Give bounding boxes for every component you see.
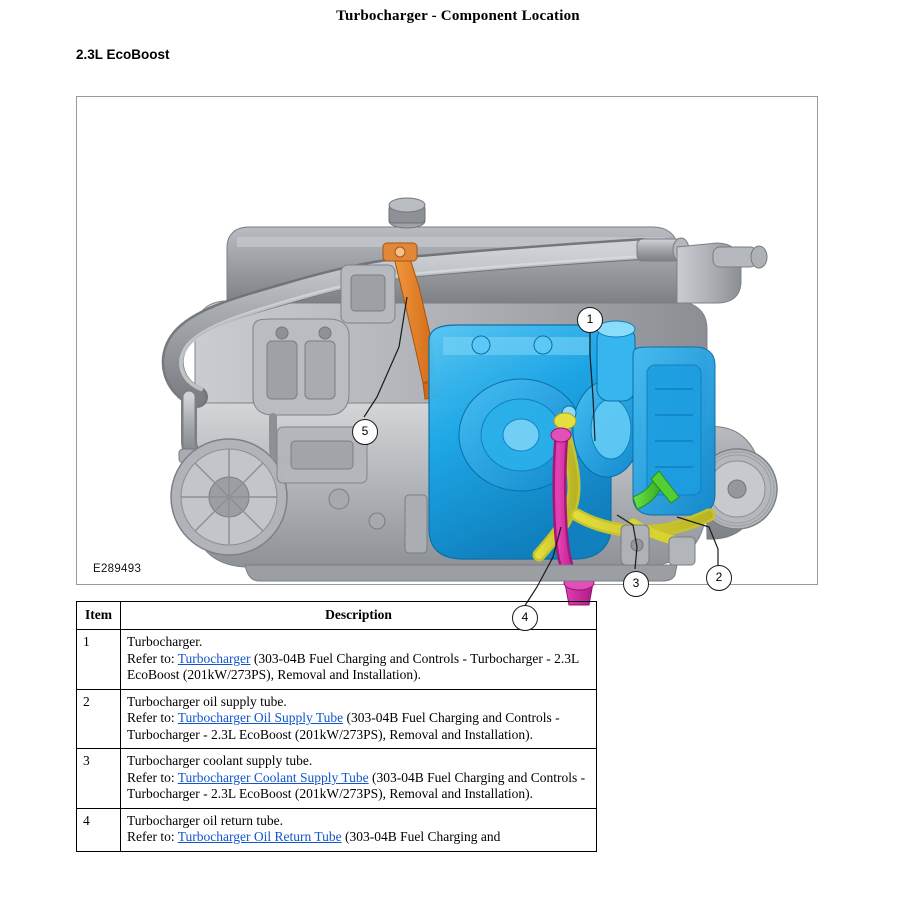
component-name: Turbocharger oil return tube. xyxy=(127,812,283,828)
column-header-item: Item xyxy=(77,602,121,630)
figure-callout-4: 4 xyxy=(512,605,538,631)
table-row xyxy=(77,808,597,851)
component-name: Turbocharger coolant supply tube. xyxy=(127,753,313,769)
procedure-link[interactable]: Turbocharger Coolant Supply Tube xyxy=(177,769,369,785)
figure-id-label: E289493 xyxy=(93,563,142,575)
item-number: 1 xyxy=(77,630,121,689)
reference-tail: (303-04B Fuel Charging and Controls - Turbocharger - 2.3L EcoBoost (201kW/273PS), Removal and Installation). xyxy=(127,769,586,802)
table-row xyxy=(77,630,597,689)
item-number: 3 xyxy=(77,749,121,808)
item-description xyxy=(121,808,597,851)
component-table xyxy=(76,601,596,852)
figure-callout-5: 5 xyxy=(352,419,378,445)
page-title: Turbocharger - Component Location xyxy=(336,8,580,24)
figure-callout-3: 3 xyxy=(623,571,649,597)
figure-callout-1: 1 xyxy=(577,307,603,333)
figure-callout-2: 2 xyxy=(706,565,732,591)
reference-tail: (303-04B Fuel Charging and xyxy=(341,829,501,845)
refer-prefix: Refer to: xyxy=(127,829,178,845)
reference-tail: (303-04B Fuel Charging and Controls - Turbocharger - 2.3L EcoBoost (201kW/273PS), Removal and Installation). xyxy=(127,650,579,683)
table-row xyxy=(77,689,597,748)
item-number: 4 xyxy=(77,808,121,851)
engine-illustration xyxy=(77,97,817,584)
table-row xyxy=(77,749,597,808)
item-description xyxy=(121,689,597,748)
procedure-link[interactable]: Turbocharger Oil Return Tube xyxy=(177,829,342,845)
refer-prefix: Refer to: xyxy=(127,650,178,666)
item-number: 2 xyxy=(77,689,121,748)
refer-prefix: Refer to: xyxy=(127,769,178,785)
procedure-link[interactable]: Turbocharger xyxy=(177,650,251,666)
item-description xyxy=(121,630,597,689)
component-name: Turbocharger. xyxy=(127,634,203,650)
refer-prefix: Refer to: xyxy=(127,710,178,726)
engine-variant-heading: 2.3L EcoBoost xyxy=(76,47,170,62)
reference-tail: (303-04B Fuel Charging and Controls - Turbocharger - 2.3L EcoBoost (201kW/273PS), Removal and Installation). xyxy=(127,710,560,742)
procedure-link[interactable]: Turbocharger Oil Supply Tube xyxy=(177,710,344,726)
component-name: Turbocharger oil supply tube. xyxy=(127,693,287,709)
column-header-description: Description xyxy=(121,602,597,630)
item-description xyxy=(121,749,597,808)
